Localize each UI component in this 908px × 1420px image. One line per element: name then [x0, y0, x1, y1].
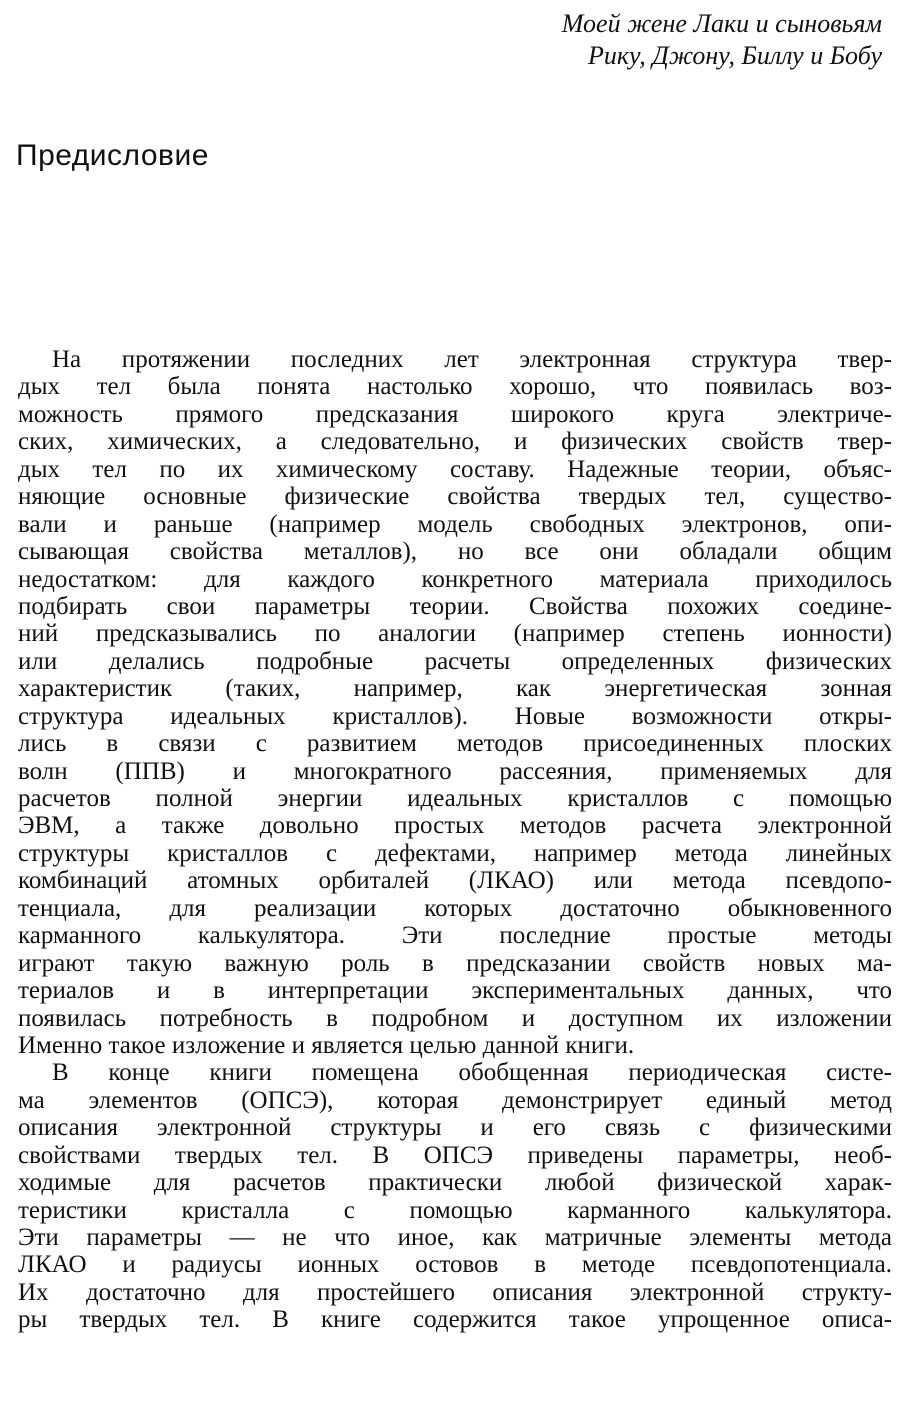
text-line: теристики кристалла с помощью карманного калькулятора.: [18, 1196, 892, 1224]
text-line: На протяжении последних лет электронная структура твер-: [52, 346, 892, 373]
text-line: характеристик (таких, например, как энергетическая зонная: [18, 675, 892, 703]
text-line: Их достаточно для простейшего описания электронной структу-: [18, 1278, 892, 1306]
text-line: дых тел была понята настолько хорошо, что появилась воз-: [18, 373, 892, 401]
text-line: сывающая свойства металлов), но все они обладали общим: [18, 538, 892, 566]
text-line: подбирать свои параметры теории. Свойства похожих соедине-: [18, 592, 892, 620]
text-line: играют такую важную роль в предсказании свойств новых ма-: [18, 949, 892, 977]
text-line: описания электронной структуры и его связь с физическими: [18, 1114, 892, 1142]
page-title: Предисловие: [16, 139, 209, 172]
text-line: ры твердых тел. В книге содержится такое упрощенное описа-: [18, 1306, 892, 1334]
text-line: недостатком: для каждого конкретного материала приходилось: [18, 565, 892, 593]
body-text: [18, 346, 892, 1334]
text-line: ЭВМ, а также довольно простых методов расчета электронной: [18, 812, 892, 840]
text-line: ний предсказывались по аналогии (например степень ионности): [18, 620, 892, 648]
text-line: можность прямого предсказания широкого круга электриче-: [18, 400, 892, 428]
text-line: тенциала, для реализации которых достаточно обыкновенного: [18, 894, 892, 922]
text-line: карманного калькулятора. Эти последние простые методы: [18, 922, 892, 950]
dedication: [462, 8, 882, 72]
text-line: появилась потребность в подробном и доступном их изложении: [18, 1004, 892, 1032]
text-line: структура идеальных кристаллов). Новые возможности откры-: [18, 702, 892, 730]
dedication-line: Моей жене Лаки и сыновьям: [561, 9, 882, 38]
text-line: ма элементов (ОПСЭ), которая демонстрирует единый метод: [18, 1086, 892, 1114]
text-line: лись в связи с развитием методов присоединенных плоских: [18, 730, 892, 758]
text-line: комбинаций атомных орбиталей (ЛКАО) или метода псевдопо-: [18, 867, 892, 895]
text-line: няющие основные физические свойства твердых тел, существо-: [18, 483, 892, 511]
paragraph: [18, 346, 892, 1059]
paragraph: [18, 1059, 892, 1333]
text-line: ЛКАО и радиусы ионных остовов в методе псевдопотенциала.: [18, 1251, 892, 1279]
text-line: ходимые для расчетов практически любой физической харак-: [18, 1169, 892, 1197]
text-line: свойствами твердых тел. В ОПСЭ приведены параметры, необ-: [18, 1141, 892, 1169]
text-line: Именно такое изложение и является целью данной книги.: [18, 1031, 635, 1059]
text-line: Эти параметры — не что иное, как матричные элементы метода: [18, 1224, 892, 1251]
dedication-line: Рику, Джону, Биллу и Бобу: [588, 41, 882, 70]
text-line: расчетов полной энергии идеальных кристаллов с помощью: [18, 785, 892, 812]
text-line: териалов и в интерпретации экспериментальных данных, что: [18, 977, 892, 1005]
text-line: волн (ППВ) и многократного рассеяния, применяемых для: [18, 757, 892, 785]
text-line: или делались подробные расчеты определенных физических: [18, 647, 892, 675]
text-line: дых тел по их химическому составу. Надежные теории, объяс-: [18, 455, 892, 483]
text-line: В конце книги помещена обобщенная периодическая систе-: [52, 1059, 892, 1087]
text-line: структуры кристаллов с дефектами, например метода линейных: [18, 839, 892, 867]
text-line: вали и раньше (например модель свободных электронов, опи-: [18, 510, 892, 538]
text-line: ских, химических, а следовательно, и физических свойств твер-: [18, 428, 892, 456]
